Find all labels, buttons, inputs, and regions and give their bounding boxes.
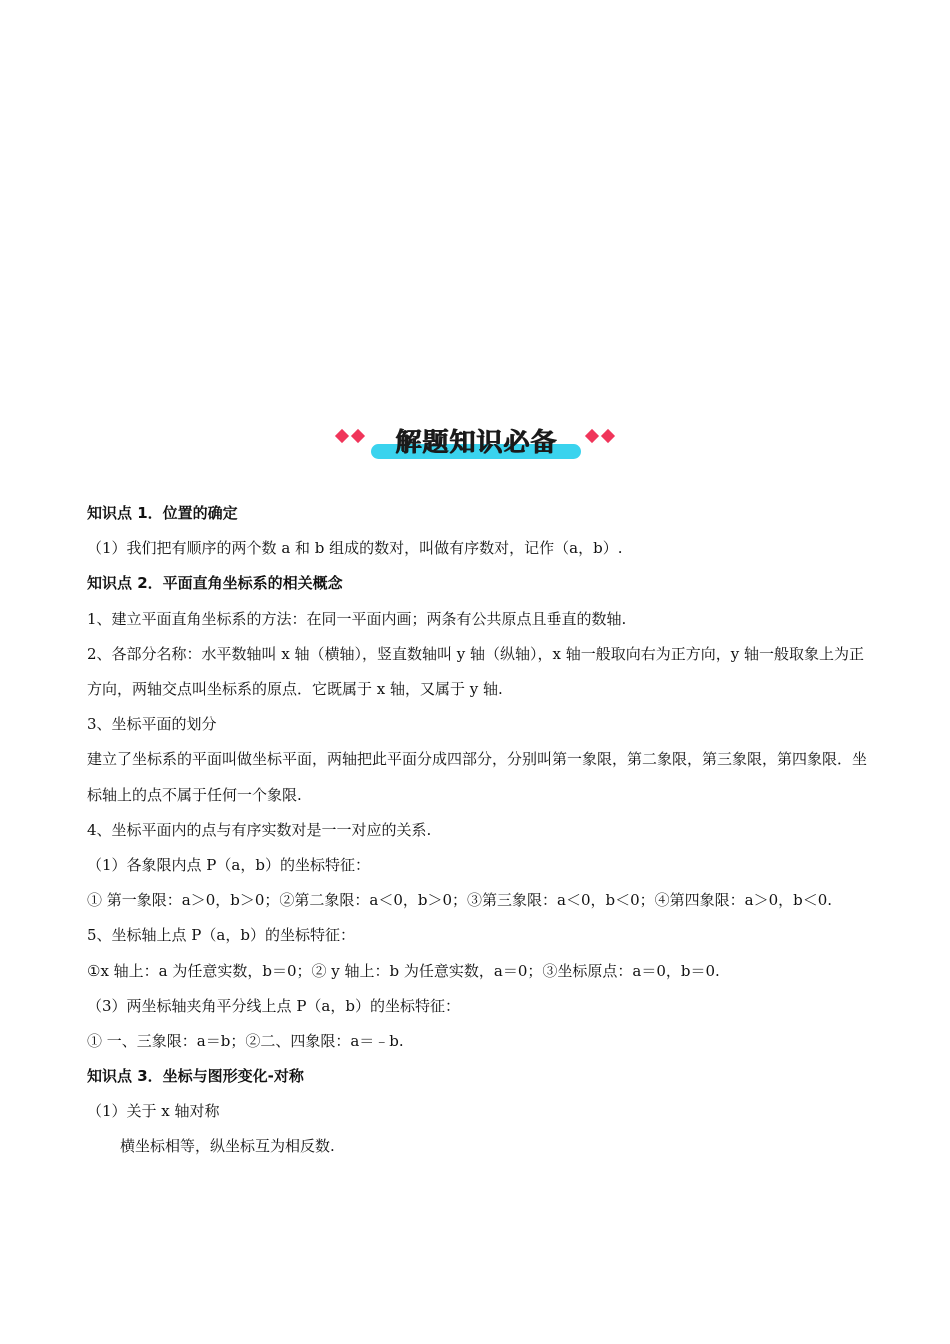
- paragraph-axis-features: ①x 轴上：a 为任意实数，b＝0；② y 轴上：b 为任意实数，a＝0；③坐标原点：a＝0，b＝0.: [87, 961, 720, 980]
- paragraph-quadrant-features-title: （1）各象限内点 P（a，b）的坐标特征：: [87, 855, 370, 874]
- paragraph-build-method: 1、建立平面直角坐标系的方法：在同一平面内画；两条有公共原点且垂直的数轴.: [87, 609, 627, 628]
- diamond-icon: [601, 429, 615, 443]
- section-banner: [335, 420, 619, 466]
- paragraph-part-names: 2、各部分名称：水平数轴叫 x 轴（横轴），竖直数轴叫 y 轴（纵轴），x 轴一般取向右为正方向，y 轴一般取象上为正方向，两轴交点叫坐标系的原点．它既属于 x 轴，又属于 y 轴.: [87, 644, 865, 698]
- knowledge-content: [87, 496, 867, 1165]
- diamond-icon: [585, 429, 599, 443]
- diamond-icon: [335, 429, 349, 443]
- heading-knowledge-point-1: 知识点 1．位置的确定: [87, 504, 238, 522]
- paragraph-bisector-features: ① 一、三象限：a＝b；②二、四象限：a＝﹣b.: [87, 1031, 404, 1050]
- banner-title: 解题知识必备: [394, 428, 557, 458]
- diamond-icon: [351, 429, 365, 443]
- paragraph-quadrant-features: ① 第一象限：a＞0，b＞0；②第二象限：a＜0，b＞0；③第三象限：a＜0，b＜0；④第四象限：a＞0，b＜0.: [87, 891, 833, 910]
- heading-knowledge-point-3: 知识点 3．坐标与图形变化-对称: [87, 1067, 304, 1086]
- paragraph-axis-features-title: 5、坐标轴上点 P（a，b）的坐标特征：: [87, 926, 355, 945]
- diamond-decoration-right: [585, 429, 619, 445]
- paragraph-one-to-one: 4、坐标平面内的点与有序实数对是一一对应的关系.: [87, 820, 432, 839]
- paragraph-plane-division-title: 3、坐标平面的划分: [87, 715, 217, 734]
- paragraph-x-axis-symmetry-rule: 横坐标相等，纵坐标互为相反数.: [120, 1137, 335, 1156]
- paragraph-plane-division: 建立了坐标系的平面叫做坐标平面，两轴把此平面分成四部分，分别叫第一象限，第二象限，第三象限，第四象限．坐标轴上的点不属于任何一个象限.: [87, 750, 868, 804]
- diamond-decoration-left: [335, 429, 369, 445]
- paragraph-x-axis-symmetry: （1）关于 x 轴对称: [87, 1102, 220, 1121]
- paragraph-bisector-title: （3）两坐标轴夹角平分线上点 P（a，b）的坐标特征：: [87, 996, 460, 1015]
- heading-knowledge-point-2: 知识点 2．平面直角坐标系的相关概念: [87, 574, 343, 593]
- paragraph-ordered-pair: （1）我们把有顺序的两个数 a 和 b 组成的数对，叫做有序数对，记作（a，b）.: [87, 539, 623, 558]
